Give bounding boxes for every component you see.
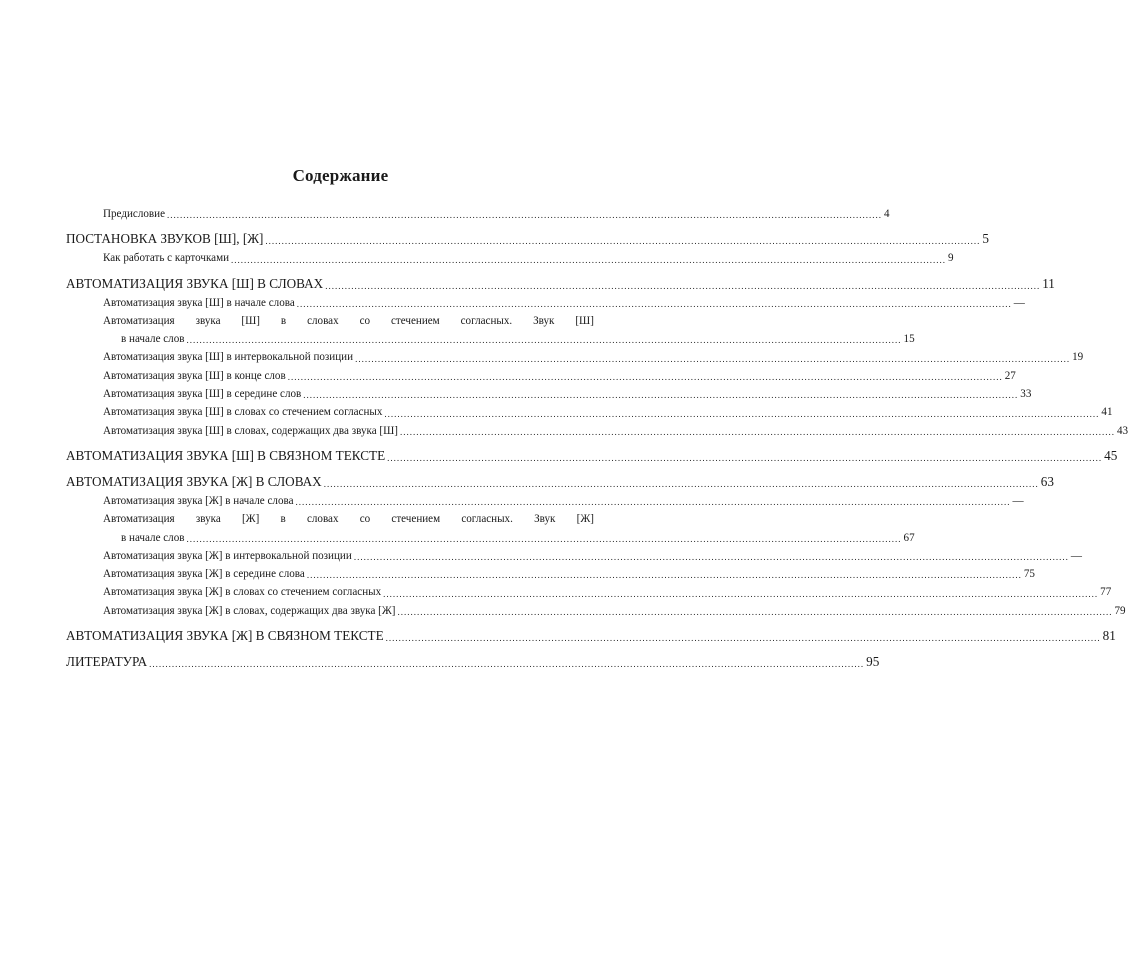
toc-page-number: 67 — [903, 531, 915, 544]
toc-page-number: 77 — [1100, 586, 1112, 599]
toc-entry-word: стечением — [390, 314, 440, 327]
toc-entry-title: Автоматизация звука [Ш] в словах, содержащих два звука [Ш] — [103, 424, 398, 437]
table-of-contents — [66, 205, 1128, 672]
toc-subsection-entry[interactable] — [66, 492, 1024, 510]
toc-entry-line — [103, 529, 915, 547]
toc-page-number: — — [1070, 549, 1082, 562]
toc-subsection-entry[interactable] — [66, 547, 1082, 565]
toc-subsection-entry[interactable] — [66, 294, 1025, 312]
toc-entry-word: стечением — [391, 513, 441, 526]
toc-entry-title: Как работать с карточками — [103, 252, 230, 265]
dot-leader: ............................................................................................................................................................................................................................ — [384, 408, 1100, 419]
dot-leader: ............................................................................................................................................................................................................................ — [355, 353, 1071, 364]
toc-page-number: 79 — [1114, 604, 1126, 617]
toc-subsection-entry[interactable] — [66, 312, 915, 349]
toc-entry-word: Звук — [533, 314, 555, 327]
toc-subsection-entry[interactable] — [66, 403, 1113, 421]
toc-page-number: 9 — [948, 252, 954, 265]
toc-entry-word: Автоматизация — [103, 314, 175, 327]
toc-section-entry[interactable] — [66, 446, 1118, 466]
dot-leader: ............................................................................................................................................................................................................................ — [295, 497, 1011, 508]
dot-leader: ............................................................................................................................................................................................................................ — [287, 372, 1003, 383]
toc-entry-title-line — [103, 510, 594, 528]
toc-entry-title: АВТОМАТИЗАЦИЯ ЗВУКА [Ж] В СВЯЗНОМ ТЕКСТЕ — [66, 628, 384, 644]
toc-entry-title: Автоматизация звука [Ш] в конце слов — [103, 369, 286, 382]
toc-subsection-entry[interactable] — [66, 205, 890, 223]
toc-page-number: 63 — [1040, 473, 1054, 489]
toc-entry-word: согласных. — [461, 513, 513, 526]
toc-entry-line — [103, 348, 1084, 366]
toc-entry-title: Автоматизация звука [Ш] в интервокальной позиции — [103, 351, 354, 364]
toc-entry-line — [103, 547, 1082, 565]
toc-entry-line — [103, 422, 1128, 440]
toc-section-entry[interactable] — [66, 472, 1054, 492]
dot-leader: ............................................................................................................................................................................................................................ — [397, 607, 1113, 618]
toc-entry-title: ЛИТЕРАТУРА — [66, 654, 148, 670]
toc-page-number: 33 — [1020, 388, 1032, 401]
dot-leader: ............................................................................................................................................................................................................................ — [353, 552, 1069, 563]
toc-entry-line — [66, 446, 1118, 466]
toc-entry-word: [Ш] — [241, 314, 261, 327]
toc-subsection-entry[interactable] — [66, 602, 1126, 620]
toc-page-number: 27 — [1004, 369, 1016, 382]
toc-entry-title: АВТОМАТИЗАЦИЯ ЗВУКА [Ш] В СВЯЗНОМ ТЕКСТЕ — [66, 447, 386, 463]
toc-entry-word: словах — [306, 513, 339, 526]
toc-entry-title: в начале слов — [121, 531, 185, 544]
toc-page-number: 75 — [1023, 568, 1035, 581]
toc-entry-line — [103, 367, 1016, 385]
toc-page-number: 81 — [1102, 628, 1116, 644]
dot-leader: ............................................................................................................................................................................................................................ — [385, 633, 1101, 644]
dot-leader: ............................................................................................................................................................................................................................ — [167, 210, 883, 221]
page-title: Содержание — [292, 166, 389, 185]
toc-subsection-entry[interactable] — [66, 510, 915, 547]
toc-entry-line — [66, 652, 880, 672]
toc-entry-line — [103, 330, 915, 348]
toc-page-number: 41 — [1101, 406, 1113, 419]
toc-section-entry[interactable] — [66, 626, 1116, 646]
toc-entry-word: согласных. — [460, 314, 513, 327]
toc-entry-word: в — [280, 314, 287, 327]
toc-entry-title: Автоматизация звука [Ж] в интервокальной позиции — [103, 549, 352, 562]
toc-entry-line — [103, 205, 890, 223]
toc-entry-title: Автоматизация звука [Ш] в начале слова — [103, 296, 295, 309]
toc-entry-line — [66, 626, 1116, 646]
dot-leader: ............................................................................................................................................................................................................................ — [296, 298, 1012, 309]
toc-entry-line — [103, 403, 1113, 421]
toc-page-number: 95 — [866, 654, 880, 670]
toc-entry-word: звука — [195, 513, 221, 526]
dot-leader: ............................................................................................................................................................................................................................ — [400, 426, 1115, 437]
toc-entry-title: Автоматизация звука [Ж] в словах со стечением согласных — [103, 586, 382, 599]
toc-subsection-entry[interactable] — [66, 422, 1128, 440]
dot-leader: ............................................................................................................................................................................................................................ — [387, 452, 1103, 463]
toc-page-number: — — [1012, 494, 1024, 507]
toc-entry-line — [103, 583, 1112, 601]
toc-entry-title: Автоматизация звука [Ж] в словах, содержащих два звука [Ж] — [103, 604, 396, 617]
toc-page-number: 11 — [1042, 275, 1055, 291]
toc-entry-word: со — [359, 513, 371, 526]
toc-section-entry[interactable] — [66, 274, 1055, 294]
toc-entry-line — [103, 385, 1032, 403]
toc-entry-title: АВТОМАТИЗАЦИЯ ЗВУКА [Ж] В СЛОВАХ — [66, 473, 322, 489]
toc-page-number: 15 — [903, 333, 915, 346]
toc-subsection-entry[interactable] — [66, 249, 954, 267]
toc-entry-title: Автоматизация звука [Ш] в середине слов — [103, 388, 302, 401]
toc-entry-word: Автоматизация — [103, 513, 175, 526]
toc-entry-title: Автоматизация звука [Ш] в словах со стечением согласных — [103, 406, 383, 419]
toc-section-entry[interactable] — [66, 652, 880, 672]
toc-entry-title-line — [103, 312, 594, 330]
toc-subsection-entry[interactable] — [66, 565, 1035, 583]
toc-entry-line — [66, 274, 1055, 294]
toc-entry-word: [Ж] — [576, 513, 594, 526]
toc-entry-line — [103, 565, 1035, 583]
dot-leader: ............................................................................................................................................................................................................................ — [265, 236, 981, 247]
toc-entry-line — [66, 229, 990, 249]
toc-entry-title: в начале слов — [121, 333, 185, 346]
toc-page-number: 43 — [1117, 424, 1128, 437]
toc-entry-word: Звук — [534, 513, 556, 526]
dot-leader: ............................................................................................................................................................................................................................ — [149, 659, 865, 670]
toc-entry-line — [103, 249, 954, 267]
toc-entry-line — [66, 472, 1054, 492]
toc-entry-word: звука — [195, 314, 221, 327]
toc-entry-word: [Ж] — [241, 513, 260, 526]
dot-leader: ............................................................................................................................................................................................................................ — [303, 390, 1019, 401]
toc-page-number: — — [1013, 296, 1025, 309]
toc-entry-title: ПОСТАНОВКА ЗВУКОВ [Ш], [Ж] — [66, 231, 264, 247]
toc-entry-word: со — [359, 314, 371, 327]
dot-leader: ............................................................................................................................................................................................................................ — [186, 533, 902, 544]
toc-page-number: 5 — [982, 231, 990, 247]
toc-entry-title: Автоматизация звука [Ж] в середине слова — [103, 568, 305, 581]
toc-page-number: 45 — [1104, 447, 1118, 463]
toc-page-number: 4 — [884, 208, 890, 220]
toc-entry-line — [103, 602, 1126, 620]
toc-entry-line — [103, 294, 1025, 312]
toc-entry-title: Автоматизация звука [Ж] в начале слова — [103, 494, 294, 507]
toc-entry-word: в — [280, 513, 286, 526]
toc-entry-title: АВТОМАТИЗАЦИЯ ЗВУКА [Ш] В СЛОВАХ — [66, 275, 324, 291]
dot-leader: ............................................................................................................................................................................................................................ — [306, 570, 1022, 581]
dot-leader: ............................................................................................................................................................................................................................ — [383, 588, 1099, 599]
toc-subsection-entry[interactable] — [66, 367, 1016, 385]
toc-subsection-entry[interactable] — [66, 348, 1084, 366]
dot-leader: ............................................................................................................................................................................................................................ — [323, 478, 1039, 489]
toc-entry-word: словах — [307, 314, 339, 327]
dot-leader: ............................................................................................................................................................................................................................ — [231, 254, 947, 265]
toc-subsection-entry[interactable] — [66, 385, 1032, 403]
toc-subsection-entry[interactable] — [66, 583, 1112, 601]
toc-page-number: 19 — [1072, 351, 1084, 364]
toc-entry-line — [103, 492, 1024, 510]
toc-entry-word: [Ш] — [575, 314, 594, 327]
dot-leader: ............................................................................................................................................................................................................................ — [186, 335, 902, 346]
toc-entry-title: Предисловие — [103, 208, 166, 220]
dot-leader: ............................................................................................................................................................................................................................ — [325, 280, 1041, 291]
toc-section-entry[interactable] — [66, 229, 990, 249]
